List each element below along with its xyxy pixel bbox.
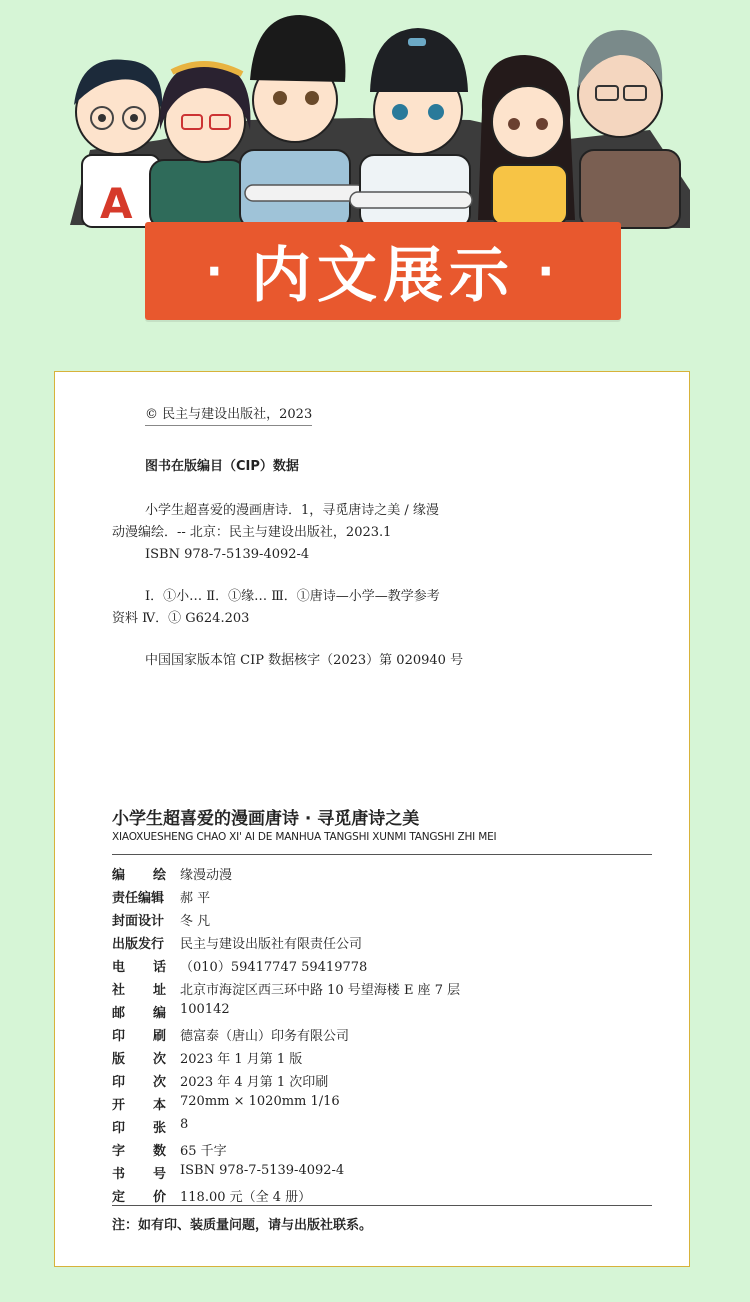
info-label-text: 本 <box>152 1098 166 1113</box>
info-row <box>112 1117 188 1136</box>
info-value: 2023 年 1 月第 1 版 <box>180 1052 303 1067</box>
info-label-text: 编 <box>152 1006 166 1021</box>
banner-dot-right: · <box>537 244 561 298</box>
info-label-text: 数 <box>152 1144 166 1159</box>
info-value: 100142 <box>180 1002 230 1017</box>
quality-note: 注：如有印、装质量问题，请与出版社联系。 <box>112 1218 373 1233</box>
info-label-text: 话 <box>152 960 166 975</box>
info-label <box>112 910 180 929</box>
info-row <box>112 1094 340 1113</box>
girl-longhair-character <box>478 55 575 225</box>
cip-classification-line-2: 资料 Ⅳ．① G624.203 <box>112 611 250 626</box>
info-label <box>112 933 180 952</box>
info-value: 65 千字 <box>180 1144 227 1159</box>
info-label <box>112 1163 180 1182</box>
info-label <box>112 1186 180 1205</box>
info-row <box>112 1048 302 1067</box>
info-label-text: 印 <box>112 1029 126 1044</box>
cip-title: 图书在版编目（CIP）数据 <box>145 459 299 474</box>
info-label-text: 张 <box>152 1121 166 1136</box>
info-value: 冬 凡 <box>180 914 211 929</box>
info-value: 2023 年 4 月第 1 次印刷 <box>180 1075 329 1090</box>
info-label-text: 绘 <box>152 868 166 883</box>
cip-description-line-1: 小学生超喜爱的漫画唐诗．1，寻觅唐诗之美 / 缘漫 <box>145 503 439 518</box>
info-value: 德富泰（唐山）印务有限公司 <box>180 1029 350 1044</box>
info-label-text: 刷 <box>152 1029 166 1044</box>
info-label <box>112 1048 180 1067</box>
info-row <box>112 864 232 883</box>
info-label-text: 出版发行 <box>112 937 165 952</box>
info-row <box>112 910 210 929</box>
elder-character <box>578 30 680 228</box>
cip-isbn: ISBN 978-7-5139-4092-4 <box>145 547 310 562</box>
info-label-text: 定 <box>112 1190 126 1205</box>
info-label-text: 字 <box>112 1144 126 1159</box>
info-label <box>112 1071 180 1090</box>
divider-bottom <box>112 1205 652 1206</box>
info-label-text: 价 <box>152 1190 166 1205</box>
info-label <box>112 864 180 883</box>
info-label-text: 编 <box>112 868 126 883</box>
info-label <box>112 1140 180 1159</box>
section-banner <box>145 222 621 320</box>
info-label <box>112 887 180 906</box>
info-label-text: 开 <box>112 1098 126 1113</box>
info-label-text: 次 <box>152 1075 166 1090</box>
info-value: 118.00 元（全 4 册） <box>180 1190 312 1205</box>
info-label-text: 邮 <box>112 1006 126 1021</box>
info-label-text: 次 <box>152 1052 166 1067</box>
info-label-text: 电 <box>112 960 126 975</box>
info-label-text: 社 <box>112 983 126 998</box>
info-value: （010）59417747 59419778 <box>180 960 368 975</box>
info-row <box>112 887 210 906</box>
info-label <box>112 1094 180 1113</box>
info-value: 北京市海淀区西三环中路 10 号望海楼 E 座 7 层 <box>180 983 461 998</box>
info-label-text: 印 <box>112 1121 126 1136</box>
info-value: ISBN 978-7-5139-4092-4 <box>180 1163 345 1178</box>
info-label <box>112 979 180 998</box>
info-label-text: 封面设计 <box>112 914 165 929</box>
book-title: 小学生超喜爱的漫画唐诗 · 寻觅唐诗之美 <box>112 809 420 829</box>
info-row <box>112 1025 349 1044</box>
info-label-text: 责任编辑 <box>112 891 165 906</box>
info-row <box>112 1002 230 1021</box>
book-title-pinyin: XIAOXUESHENG CHAO XI' AI DE MANHUA TANGSHI XUNMI TANGSHI ZHI MEI <box>112 831 497 843</box>
info-value: 缘漫动漫 <box>180 868 233 883</box>
cip-record-number: 中国国家版本馆 CIP 数据核字（2023）第 020940 号 <box>145 653 464 668</box>
info-label-text: 号 <box>152 1167 166 1182</box>
info-row <box>112 979 460 998</box>
info-label <box>112 1002 180 1021</box>
divider-top <box>112 854 652 855</box>
info-row <box>112 1186 311 1205</box>
info-row <box>112 1163 344 1182</box>
info-value: 民主与建设出版社有限责任公司 <box>180 937 363 952</box>
info-row <box>112 1071 328 1090</box>
info-value: 郝 平 <box>180 891 211 906</box>
info-label <box>112 956 180 975</box>
info-row <box>112 1140 227 1159</box>
info-value: 720mm × 1020mm 1/16 <box>180 1094 340 1109</box>
info-label-text: 版 <box>112 1052 126 1067</box>
copyright-page <box>54 371 690 1267</box>
info-label-text: 址 <box>152 983 166 998</box>
info-label <box>112 1025 180 1044</box>
info-value: 8 <box>180 1117 189 1132</box>
info-label-text: 书 <box>112 1167 126 1182</box>
svg-text:A: A <box>100 179 133 228</box>
info-label-text: 印 <box>112 1075 126 1090</box>
info-row <box>112 956 367 975</box>
cip-description-line-2: 动漫编绘．-- 北京：民主与建设出版社，2023.1 <box>112 525 392 540</box>
hero-illustration <box>0 0 750 340</box>
banner-dot-left: · <box>205 244 229 298</box>
info-row <box>112 933 362 952</box>
copyright-line: © 民主与建设出版社，2023 <box>145 408 312 426</box>
banner-title: 内文展示 <box>251 241 515 311</box>
info-label <box>112 1117 180 1136</box>
cip-classification-line-1: Ⅰ．①小… Ⅱ．①缘… Ⅲ．①唐诗—小学—教学参考 <box>145 589 440 604</box>
